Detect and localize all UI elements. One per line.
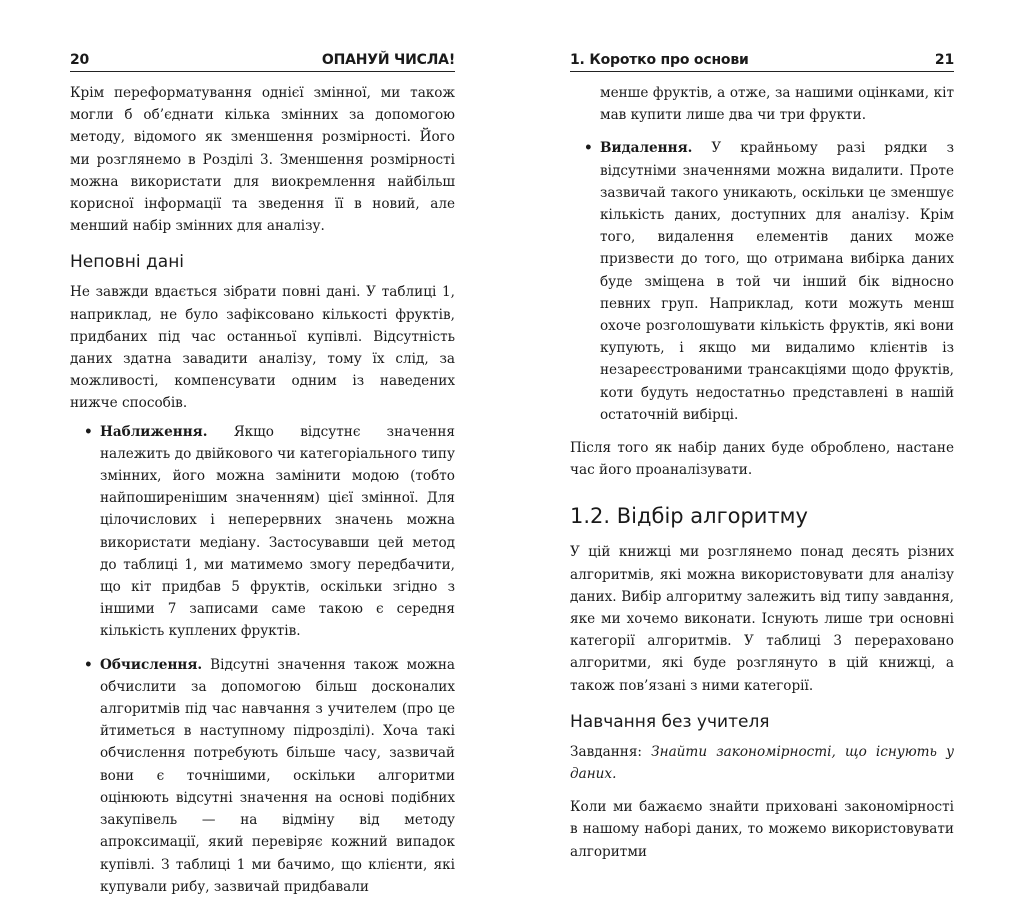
body-paragraph: Після того як набір даних буде оброблено, настане час його проаналізувати. bbox=[570, 440, 954, 479]
list-item-title: Наближення. bbox=[100, 423, 208, 440]
subsection-heading: Навчання без учителя bbox=[570, 711, 770, 732]
bullet-list bbox=[70, 421, 455, 898]
list-item-text: Відсутні значення також можна обчислити за допомогою більш досконалих алгоритмів під час навчання з учителем (про це йтиметься в наступному підрозділі). Хоча такі обчислення потребують більше часу, зазвичай вони є точнішими, оскільки алгоритми оцінюють відсутні значення на основі подібних закупівель — на відміну від методу апроксимації, який перевіряє кожний випадок купівлі. З таблиці 1 ми бачимо, що клієнти, які купували рибу, зазвичай придбавали bbox=[100, 656, 455, 895]
list-item bbox=[570, 137, 954, 426]
running-title: 1. Коротко про основи bbox=[570, 52, 749, 68]
task-label: Завдання: bbox=[570, 743, 652, 760]
bullet-icon: • bbox=[84, 656, 93, 673]
bullet-icon: • bbox=[84, 423, 93, 440]
list-item-title: Видалення. bbox=[600, 140, 693, 157]
list-item-continued bbox=[570, 82, 954, 126]
body-paragraph: Не завжди вдається зібрати повні дані. У таблиці 1, наприклад, не було зафіксовано кількості фруктів, придбаних під час останньої купівлі. Відсутність даних здатна завадити аналізу, тому їх слід, за можливості, компенсувати одним із наведених нижче способів. bbox=[70, 284, 455, 412]
page-number: 21 bbox=[934, 52, 954, 68]
right-page bbox=[512, 0, 1024, 860]
list-item-text: менше фруктів, а отже, за нашими оцінками, кіт мав купити лише два чи три фрукти. bbox=[600, 85, 954, 124]
text-column bbox=[70, 82, 455, 909]
page-number: 20 bbox=[70, 52, 90, 68]
running-title: ОПАНУЙ ЧИСЛА! bbox=[321, 52, 455, 68]
list-item bbox=[70, 654, 455, 898]
intro-paragraph: Крім переформатування однієї змінної, ми також могли б об’єднати кілька змінних за допомогою методу, відомого як зменшення розмірності. Його ми розглянемо в Розділі 3. Зменшення розмірності можна використати для виокремлення найбільш корисної інформації та зведення її в новий, але менший набір змінних для аналізу. bbox=[70, 85, 455, 235]
header-rule bbox=[70, 71, 455, 72]
chapter-section-heading: 1.2. Відбір алгоритму bbox=[570, 504, 808, 529]
body-paragraph: Коли ми бажаємо знайти приховані закономірності в нашому наборі даних, то можемо використовувати алгоритми bbox=[570, 799, 954, 860]
left-page bbox=[0, 0, 512, 895]
section-heading: Неповні дані bbox=[70, 252, 185, 273]
task-text: Знайти закономірності, що існують у даних. bbox=[570, 743, 954, 783]
body-paragraph: У цій книжці ми розглянемо понад десять різних алгоритмів, які можна використовувати для аналізу даних. Вибір алгоритму залежить від типу завдання, яке ми хочемо виконати. Існують лише три основні категорії алгоритмів. У таблиці 3 перераховано алгоритми, які буде розглянуто в цій книжці, а також пов’язані з ними категорії. bbox=[570, 544, 954, 694]
header-rule bbox=[570, 71, 954, 72]
text-column bbox=[570, 82, 954, 863]
list-item-text: Якщо відсутнє значення належить до двійкового чи категоріального типу змінних, його можна замінити модою (тобто найпоширенішим значенням) цієї змінної. Для цілочислових і неперервних значень можна використати медіану. Застосувавши цей метод до таблиці 1, ми матимемо змогу передбачити, що кіт придбав 5 фруктів, оскільки згідно з іншими 7 записами саме такою є середня кількість куплених фруктів. bbox=[100, 423, 455, 640]
bullet-list bbox=[570, 82, 954, 426]
bullet-icon: • bbox=[584, 140, 593, 157]
list-item-title: Обчислення. bbox=[100, 656, 203, 673]
task-paragraph bbox=[570, 741, 954, 785]
list-item-text: У крайньому разі рядки з відсутніми значеннями можна видалити. Проте зазвичай такого уникають, оскільки це зменшує кількість даних, доступних для аналізу. Крім того, видалення елементів даних може призвести до того, що отримана вибірка даних буде зміщена в той чи інший бік відносно певних груп. Наприклад, коти можуть менш охоче розголошувати кількість фруктів, які вони купують, і якщо ми видалимо клієнтів із незареєстрованими трансакціями щодо фруктів, коти будуть недостатньо представлені в нашій остаточній вибірці. bbox=[600, 140, 954, 423]
list-item bbox=[70, 421, 455, 643]
